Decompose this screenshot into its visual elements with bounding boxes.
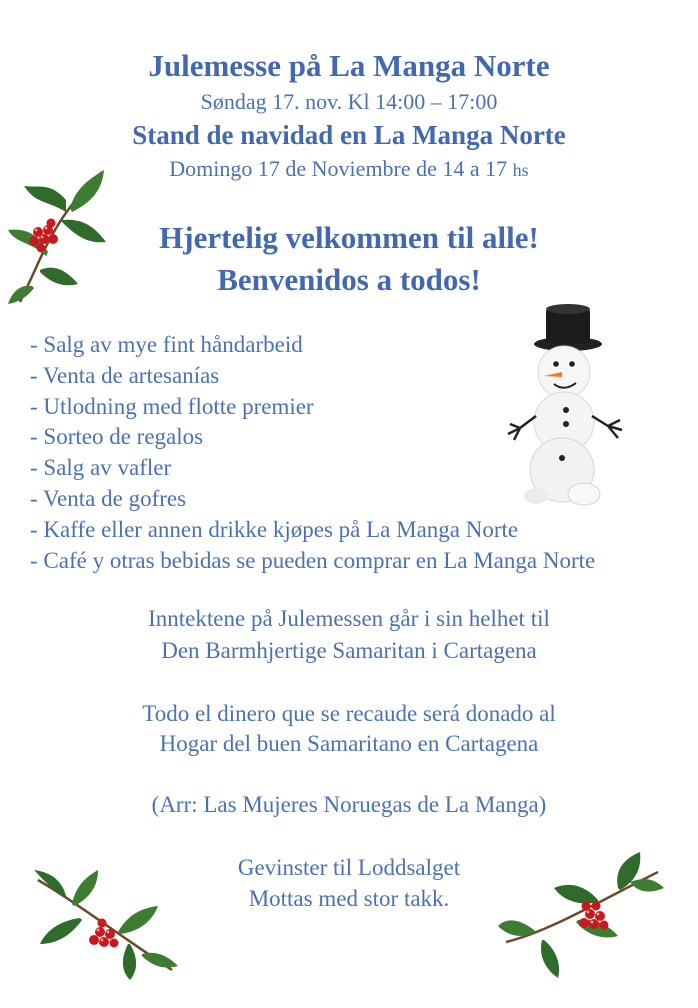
event-date-norwegian: Søndag 17. nov. Kl 14:00 – 17:00	[200, 89, 498, 114]
proceeds-spanish-line1: Todo el dinero que se recaude será donado al	[142, 701, 556, 726]
list-item: - Sorteo de regalos	[30, 424, 204, 450]
proceeds-norwegian-line2: Den Barmhjertige Samaritan i Cartagena	[161, 638, 537, 663]
closing-line2: Mottas med stor takk.	[248, 886, 450, 911]
organizer-note: (Arr: Las Mujeres Noruegas de La Manga)	[151, 792, 547, 817]
event-title-norwegian: Julemesse på La Manga Norte	[148, 48, 550, 83]
list-item: - Salg av vafler	[30, 455, 172, 481]
list-item: - Utlodning med flotte premier	[30, 393, 314, 419]
proceeds-spanish-line2: Hogar del buen Samaritano en Cartagena	[159, 731, 539, 756]
closing-line1: Gevinster til Loddsalget	[237, 855, 461, 880]
list-item: - Venta de gofres	[30, 485, 187, 511]
holly-icon	[32, 870, 182, 980]
snowman-icon	[500, 300, 630, 510]
event-date-spanish-unit: hs	[512, 160, 529, 180]
event-date-spanish-main: Domingo 17 de Noviembre de 14 a 17	[169, 156, 513, 181]
list-item: - Kaffe eller annen drikke kjøpes på La Manga Norte	[30, 516, 519, 542]
list-item: - Venta de artesanías	[30, 362, 220, 388]
list-item: - Salg av mye fint håndarbeid	[30, 332, 303, 357]
welcome-spanish: Benvenidos a todos!	[217, 262, 481, 297]
holly-icon	[498, 852, 664, 980]
holly-icon	[6, 160, 110, 310]
list-item: - Café y otras bebidas se pueden comprar en La Manga Norte	[30, 547, 596, 573]
welcome-norwegian: Hjertelig velkommen til alle!	[159, 220, 539, 255]
proceeds-norwegian-line1: Inntektene på Julemessen går i sin helhet til	[148, 606, 550, 631]
event-title-spanish: Stand de navidad en La Manga Norte	[132, 120, 566, 150]
